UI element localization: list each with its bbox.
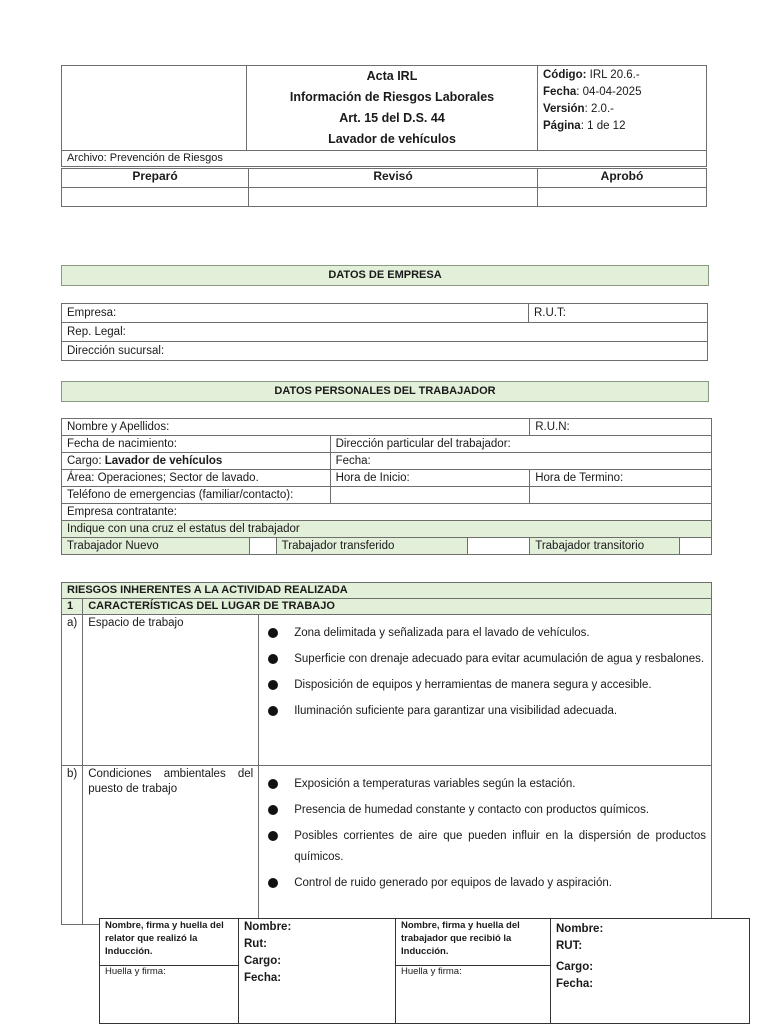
list-item: Iluminación suficiente para garantizar una visibilidad adecuada. — [264, 701, 706, 722]
firmas-table — [99, 918, 750, 1024]
trabajador-transitorio-label: Trabajador transitorio — [530, 538, 680, 555]
trabajador-firma-title: Nombre, firma y huella del trabajador que recibió la Inducción. — [396, 919, 551, 966]
riesgos-title: RIESGOS INHERENTES A LA ACTIVIDAD REALIZADA — [62, 583, 712, 599]
fecha-label: Fecha — [543, 86, 577, 98]
hora-inicio-field[interactable]: Hora de Inicio: — [330, 470, 530, 487]
list-item: Exposición a temperaturas variables según la estación. — [264, 774, 706, 795]
relator-nombre-label: Nombre: — [244, 921, 292, 933]
document-title — [247, 66, 538, 151]
bullet-icon — [268, 805, 278, 815]
row-label: Condiciones ambientales del puesto de trabajo — [83, 766, 259, 925]
cargo-field — [62, 453, 331, 470]
trabajador-nuevo-label: Trabajador Nuevo — [62, 538, 250, 555]
direccion-sucursal-field[interactable]: Dirección sucursal: — [62, 342, 708, 361]
document-meta — [538, 66, 707, 151]
trabajador-nuevo-checkbox[interactable] — [249, 538, 276, 555]
row-label: Espacio de trabajo — [83, 615, 259, 766]
approval-table — [61, 168, 707, 207]
hora-termino-field[interactable]: Hora de Termino: — [530, 470, 712, 487]
trabajador-transferido-checkbox[interactable] — [468, 538, 530, 555]
bullet-icon — [268, 779, 278, 789]
area-field: Área: Operaciones; Sector de lavado. — [62, 470, 331, 487]
bullet-icon — [268, 628, 278, 638]
aprobo-header: Aprobó — [538, 169, 707, 188]
fecha-value: : 04-04-2025 — [576, 86, 642, 98]
list-item: Posibles corrientes de aire que pueden influir en la dispersión de productos químicos. — [264, 826, 706, 868]
list-item: Presencia de humedad constante y contacto con productos químicos. — [264, 800, 706, 821]
trabajador-data — [551, 919, 750, 1024]
relator-data — [239, 919, 396, 1024]
trabajador-table — [61, 418, 712, 555]
bullet-icon — [268, 680, 278, 690]
nombre-field[interactable]: Nombre y Apellidos: — [62, 419, 530, 436]
title-line-1: Acta IRL — [366, 69, 418, 83]
relator-rut-label: Rut: — [244, 938, 267, 950]
riesgos-table — [61, 582, 712, 925]
version-value: : 2.0.- — [584, 103, 614, 115]
estatus-instruction: Indique con una cruz el estatus del trabajador — [62, 521, 712, 538]
empresa-contratante-field[interactable]: Empresa contratante: — [62, 504, 712, 521]
cargo-value: Lavador de vehículos — [104, 455, 223, 467]
trab-rut-label: RUT: — [556, 940, 583, 952]
list-item: Superficie con drenaje adecuado para evitar acumulación de agua y resbalones. — [264, 649, 706, 670]
document-header — [61, 65, 707, 167]
list-item: Disposición de equipos y herramientas de manera segura y accesible. — [264, 675, 706, 696]
empresa-table — [61, 303, 708, 361]
riesgo-row-b — [62, 766, 712, 925]
rep-legal-field[interactable]: Rep. Legal: — [62, 323, 708, 342]
trabajador-section-title: DATOS PERSONALES DEL TRABAJADOR — [61, 381, 709, 402]
list-item: Control de ruido generado por equipos de lavado y aspiración. — [264, 873, 706, 894]
trab-nombre-label: Nombre: — [556, 923, 604, 935]
telefono-blank-1[interactable] — [330, 487, 530, 504]
reviso-header: Revisó — [249, 169, 538, 188]
direccion-particular-field[interactable]: Dirección particular del trabajador: — [330, 436, 711, 453]
bullet-icon — [268, 831, 278, 841]
relator-title: Nombre, firma y huella del relator que realizó la Inducción. — [100, 919, 239, 966]
row-bullets — [259, 766, 712, 925]
relator-cargo-label: Cargo: — [244, 955, 282, 967]
section-title: CARACTERÍSTICAS DEL LUGAR DE TRABAJO — [83, 599, 712, 615]
bullet-icon — [268, 654, 278, 664]
row-letter: a) — [62, 615, 83, 766]
version-label: Versión — [543, 103, 585, 115]
riesgo-row-a — [62, 615, 712, 766]
list-item: Zona delimitada y señalizada para el lavado de vehículos. — [264, 623, 706, 644]
trab-cargo-label: Cargo: — [556, 961, 594, 973]
row-bullets — [259, 615, 712, 766]
section-number: 1 — [62, 599, 83, 615]
telefono-blank-2[interactable] — [530, 487, 712, 504]
cargo-label: Cargo: — [67, 455, 105, 467]
fecha-nacimiento-field[interactable]: Fecha de nacimiento: — [62, 436, 331, 453]
bullet-icon — [268, 706, 278, 716]
codigo-value: IRL 20.6.- — [586, 69, 640, 81]
row-letter: b) — [62, 766, 83, 925]
telefono-emergencia-field[interactable]: Teléfono de emergencias (familiar/contacto): — [62, 487, 331, 504]
trabajador-transferido-label: Trabajador transferido — [276, 538, 468, 555]
empresa-field[interactable]: Empresa: — [62, 304, 529, 323]
bullet-icon — [268, 878, 278, 888]
archivo-row: Archivo: Prevención de Riesgos — [62, 151, 707, 167]
preparo-header: Preparó — [62, 169, 249, 188]
relator-fecha-label: Fecha: — [244, 972, 282, 984]
logo-cell — [62, 66, 247, 151]
pagina-value: : 1 de 12 — [580, 120, 626, 132]
trabajador-transitorio-checkbox[interactable] — [680, 538, 712, 555]
reviso-cell[interactable] — [249, 188, 538, 207]
title-line-3: Art. 15 del D.S. 44 — [339, 111, 445, 125]
fecha-field[interactable]: Fecha: — [330, 453, 711, 470]
trabajador-huella-firma[interactable]: Huella y firma: — [396, 966, 551, 1024]
relator-huella-firma[interactable]: Huella y firma: — [100, 966, 239, 1024]
run-field[interactable]: R.U.N: — [530, 419, 712, 436]
empresa-section-title: DATOS DE EMPRESA — [61, 265, 709, 286]
rut-field[interactable]: R.U.T: — [529, 304, 708, 323]
title-line-4: Lavador de vehículos — [328, 132, 456, 146]
trab-fecha-label: Fecha: — [556, 978, 594, 990]
pagina-label: Página — [543, 120, 581, 132]
title-line-2: Información de Riesgos Laborales — [289, 90, 495, 104]
aprobo-cell[interactable] — [538, 188, 707, 207]
preparo-cell[interactable] — [62, 188, 249, 207]
codigo-label: Código: — [543, 69, 587, 81]
